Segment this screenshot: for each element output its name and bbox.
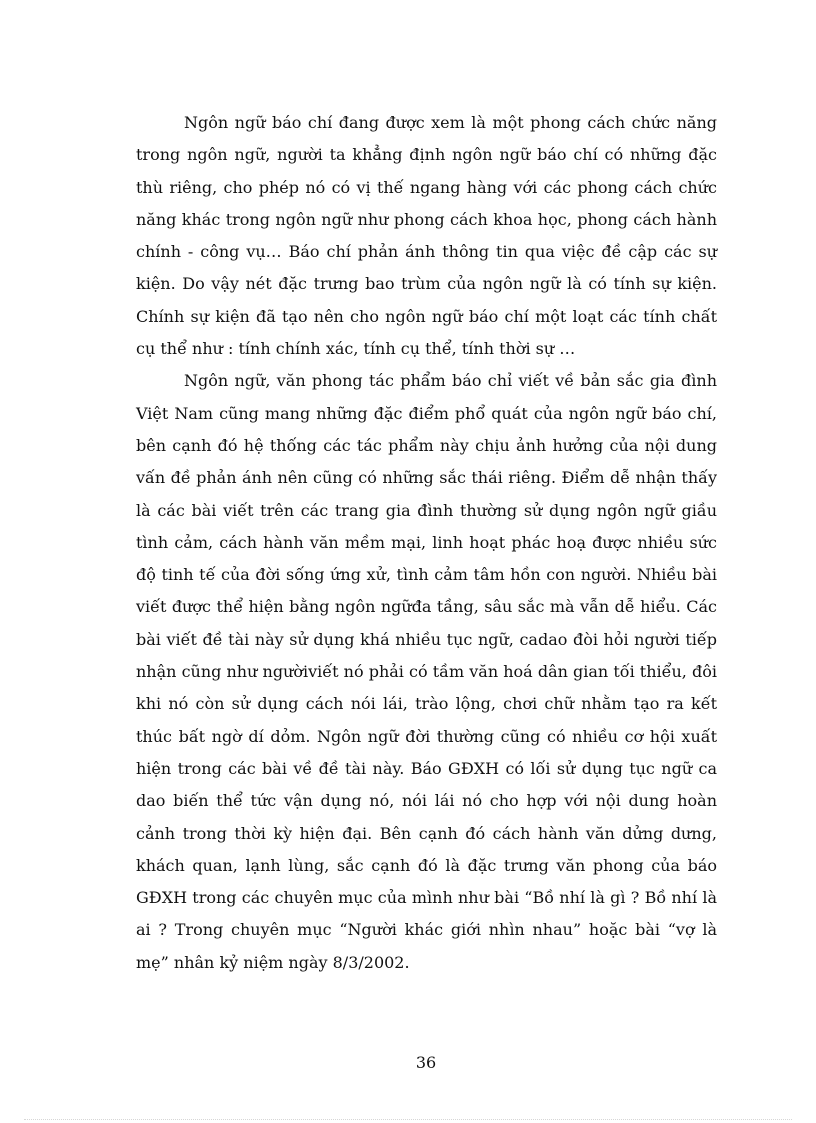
paragraph-1: Ngôn ngữ báo chí đang được xem là một phong cách chức năng trong ngôn ngữ, người ta khẳng định ngôn ngữ báo chí có những đặc thù riêng, cho phép nó có vị thế ngang hàng với các phong cách chức năng khác trong ngôn ngữ như phong cách khoa học, phong cách hành chính - công vụ… Báo chí phản ánh thông tin qua việc đề cập các sự kiện. Do vậy nét đặc trưng bao trùm của ngôn ngữ là có tính sự kiện. Chính sự kiện đã tạo nên cho ngôn ngữ báo chí một loạt các tính chất cụ thể như : tính chính xác, tính cụ thể, tính thời sự …: [136, 113, 717, 359]
body-text: [136, 107, 717, 979]
paragraph-2: Ngôn ngữ, văn phong tác phẩm báo chỉ viết về bản sắc gia đình Việt Nam cũng mang những đặc điểm phổ quát của ngôn ngữ báo chí, bên cạnh đó hệ thống các tác phẩm này chịu ảnh hưởng của nội dung vấn đề phản ánh nên cũng có những sắc thái riêng. Điểm dễ nhận thấy là các bài viết trên các trang gia đình thường sử dụng ngôn ngữ giầu tình cảm, cách hành văn mềm mại, linh hoạt phác hoạ được nhiều sức độ tinh tế của đời sống ứng xử, tình cảm tâm hồn con người. Nhiều bài viết được thể hiện bằng ngôn ngữđa tầng, sâu sắc mà vẫn dễ hiểu. Các bài viết đề tài này sử dụng khá nhiều tục ngữ, cadao đòi hỏi người tiếp nhận cũng như ngườiviết nó phải có tầm văn hoá dân gian tối thiểu, đôi khi nó còn sử dụng cách nói lái, trào lộng, chơi chữ nhằm tạo ra kết thúc bất ngờ dí dỏm. Ngôn ngữ đời thường cũng có nhiều cơ hội xuất hiện trong các bài về đề tài này. Báo GĐXH có lối sử dụng tục ngữ ca dao biến thể tức vận dụng nó, nói lái nó cho hợp với nội dung hoàn cảnh trong thời kỳ hiện đại. Bên cạnh đó cách hành văn dửng dưng, khách quan, lạnh lùng, sắc cạnh đó là đặc trưng văn phong của báo GĐXH trong các chuyên mục của mình như bài “Bồ nhí là gì ? Bồ nhí là ai ? Trong chuyên mục “Người khác giới nhìn nhau” hoặc bài “vợ là mẹ” nhân kỷ niệm ngày 8/3/2002.: [136, 371, 717, 972]
page-number: 36: [415, 1053, 437, 1072]
page-bottom-divider: [24, 1119, 792, 1120]
